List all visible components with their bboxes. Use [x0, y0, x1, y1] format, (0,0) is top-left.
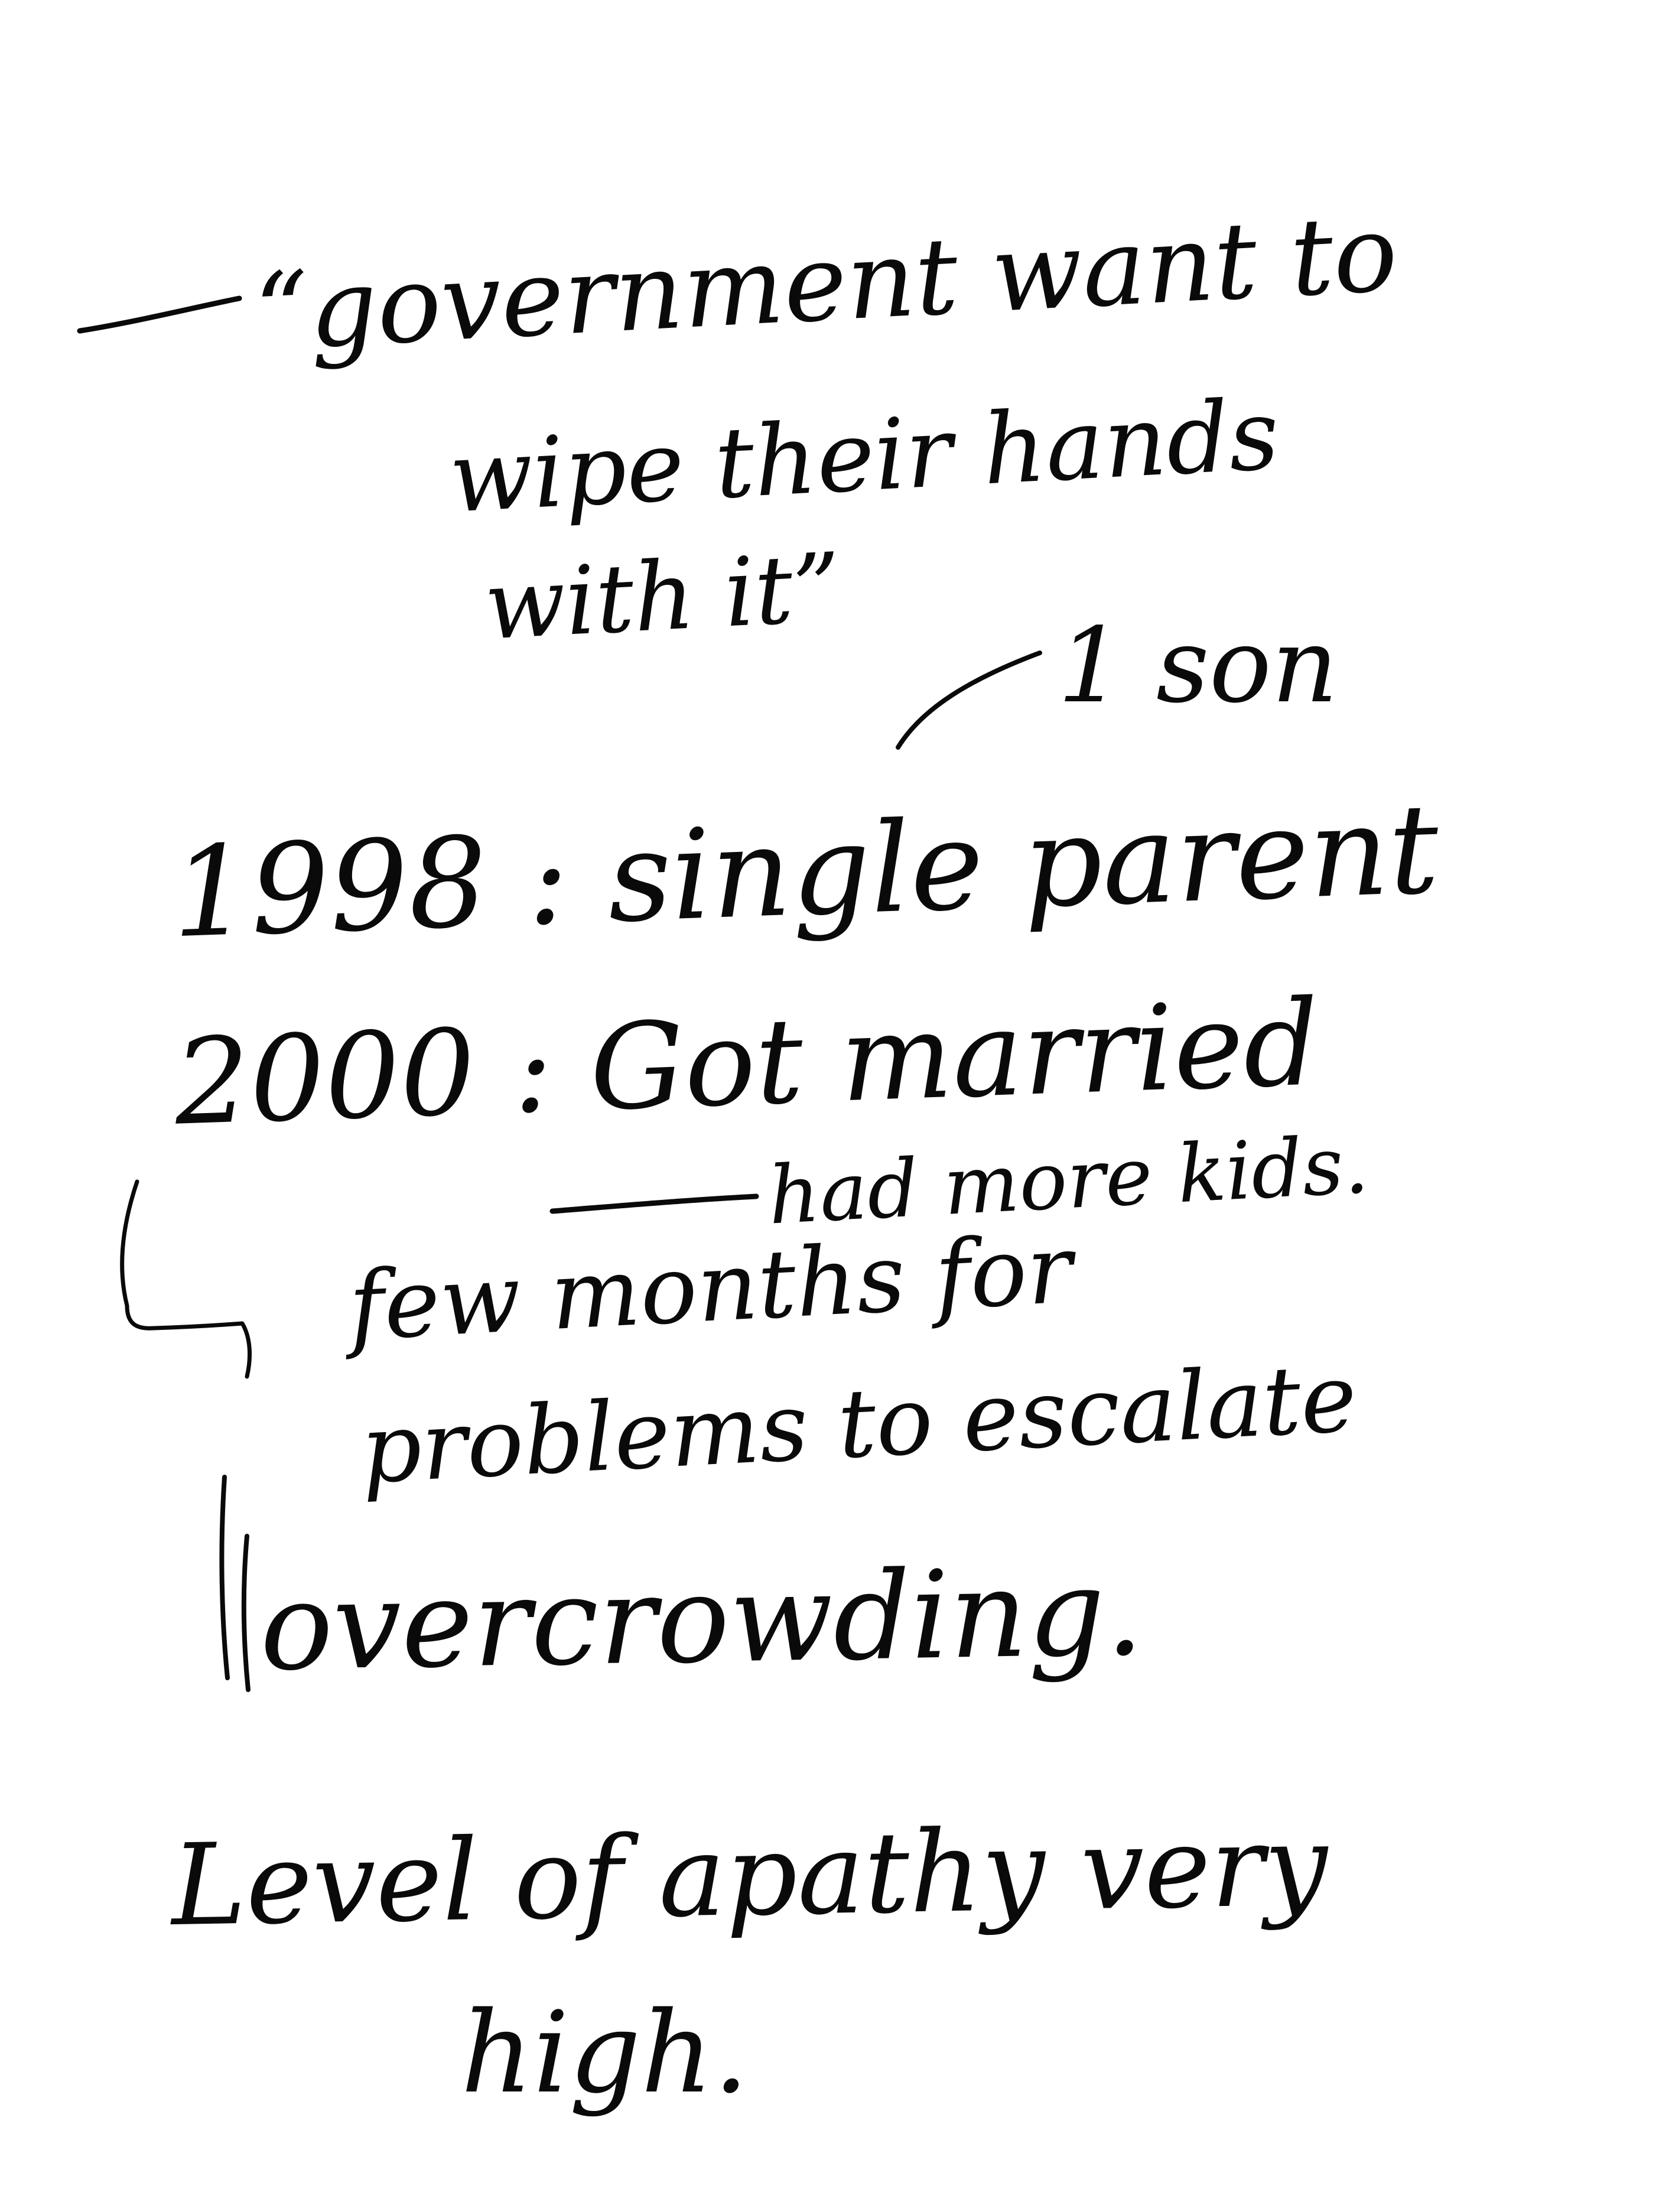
kids-dash	[552, 1196, 756, 1211]
entry-1998: 1998 : single parent	[169, 776, 1442, 966]
son-note: 1 son	[1058, 606, 1338, 726]
quote-line-1: “government want to	[251, 191, 1401, 375]
quote-line-2: wipe their hands	[446, 378, 1282, 535]
months-line-2: problems to escalate	[358, 1342, 1359, 1505]
margin-bar-left	[222, 1477, 227, 1678]
apathy-line-2: high.	[461, 1987, 749, 2118]
overcrowding: overcrowding.	[259, 1541, 1145, 1699]
quote-line-3: with it”	[482, 532, 844, 661]
margin-bar-right	[244, 1536, 248, 1690]
entry-2000: 2000 : Got married	[172, 974, 1322, 1152]
son-connector-line	[898, 653, 1040, 747]
quote-dash	[80, 298, 239, 331]
months-line-1: few months for	[346, 1214, 1075, 1362]
apathy-line-1: Level of apathy very	[170, 1800, 1329, 1951]
kids-note: had more kids.	[766, 1118, 1371, 1242]
bracket-arrow	[122, 1182, 250, 1377]
